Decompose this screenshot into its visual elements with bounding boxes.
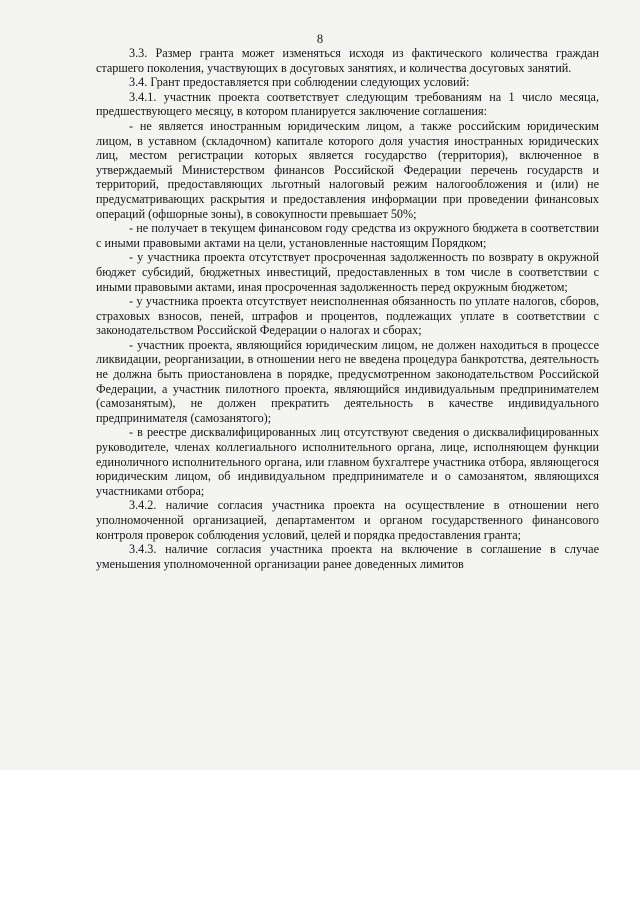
blank-area	[0, 770, 640, 905]
paragraph-3-4-2: 3.4.2. наличие согласия участника проекта на осуществление в отношении него уполномоченной организацией, департаментом и органом государственного финансового контроля проверок соблюдения условий, целей и порядка предоставления гранта;	[96, 498, 599, 542]
paragraph-3-3: 3.3. Размер гранта может изменяться исходя из фактического количества граждан старшего поколения, участвующих в досуговых занятиях, и количества досуговых занятий.	[96, 46, 599, 75]
condition-no-overdue-debt: - у участника проекта отсутствует просроченная задолженность по возврату в окружной бюджет субсидий, бюджетных инвестиций, предоставленных в том числе в соответствии с иными правовыми актами, иная просроченная задолженность перед окружным бюджетом;	[96, 250, 599, 294]
page-number: 8	[316, 32, 324, 46]
paragraph-3-4-1: 3.4.1. участник проекта соответствует следующим требованиям на 1 число месяца, предшествующего месяцу, в котором планируется заключение соглашения:	[96, 89, 599, 119]
condition-not-in-liquidation: - участник проекта, являющийся юридическим лицом, не должен находиться в процессе ликвидации, реорганизации, в отношении него не введена процедура банкротства, деятельность не должна быть приостановлена в порядке, предусмотренном законодательством Российской Федерации, а участник пилотного проекта, являющийся индивидуальным предпринимателем (самозанятым), не должен прекратить деятельность в качестве индивидуального предпринимателя (самозанятого);	[96, 337, 599, 425]
paragraph-3-4-3: 3.4.3. наличие согласия участника проекта на включение в соглашение в случае уменьшения уполномоченной организации ранее доведенных лимитов	[96, 542, 599, 571]
condition-no-tax-arrears: - у участника проекта отсутствует неисполненная обязанность по уплате налогов, сборов, страховых взносов, пеней, штрафов и процентов, подлежащих уплате в соответствии с законодательством Российской Федерации о налогах и сборах;	[96, 294, 599, 338]
paragraph-3-4: 3.4. Грант предоставляется при соблюдении следующих условий:	[129, 75, 470, 90]
condition-no-disqualified-persons: - в реестре дисквалифицированных лиц отсутствуют сведения о дисквалифицированных руководителе, членах коллегиального исполнительного органа, лице, исполняющем функции единоличного исполнительного органа, или главном бухгалтере участника отбора, являющегося юридическим лицом, об индивидуальном предпринимателе и о самозанятом, являющихся участниками отбора;	[96, 425, 599, 498]
condition-not-foreign-entity: - не является иностранным юридическим лицом, а также российским юридическим лицом, в уставном (складочном) капитале которого доля участия иностранных юридических лиц, местом регистрации которых является государство (территория), включенное в утверждаемый Министерством финансов Российской Федерации перечень государств и территорий, предоставляющих льготный налоговый режим налогообложения и (или) не предусматривающих раскрытия и предоставления информации при проведении финансовых операций (офшорные зоны), в совокупности превышает 50%;	[96, 118, 599, 221]
condition-no-other-budget-funds: - не получает в текущем финансовом году средства из окружного бюджета в соответствии с иными правовыми актами на цели, установленные настоящим Порядком;	[96, 221, 599, 250]
document-body	[96, 46, 599, 571]
